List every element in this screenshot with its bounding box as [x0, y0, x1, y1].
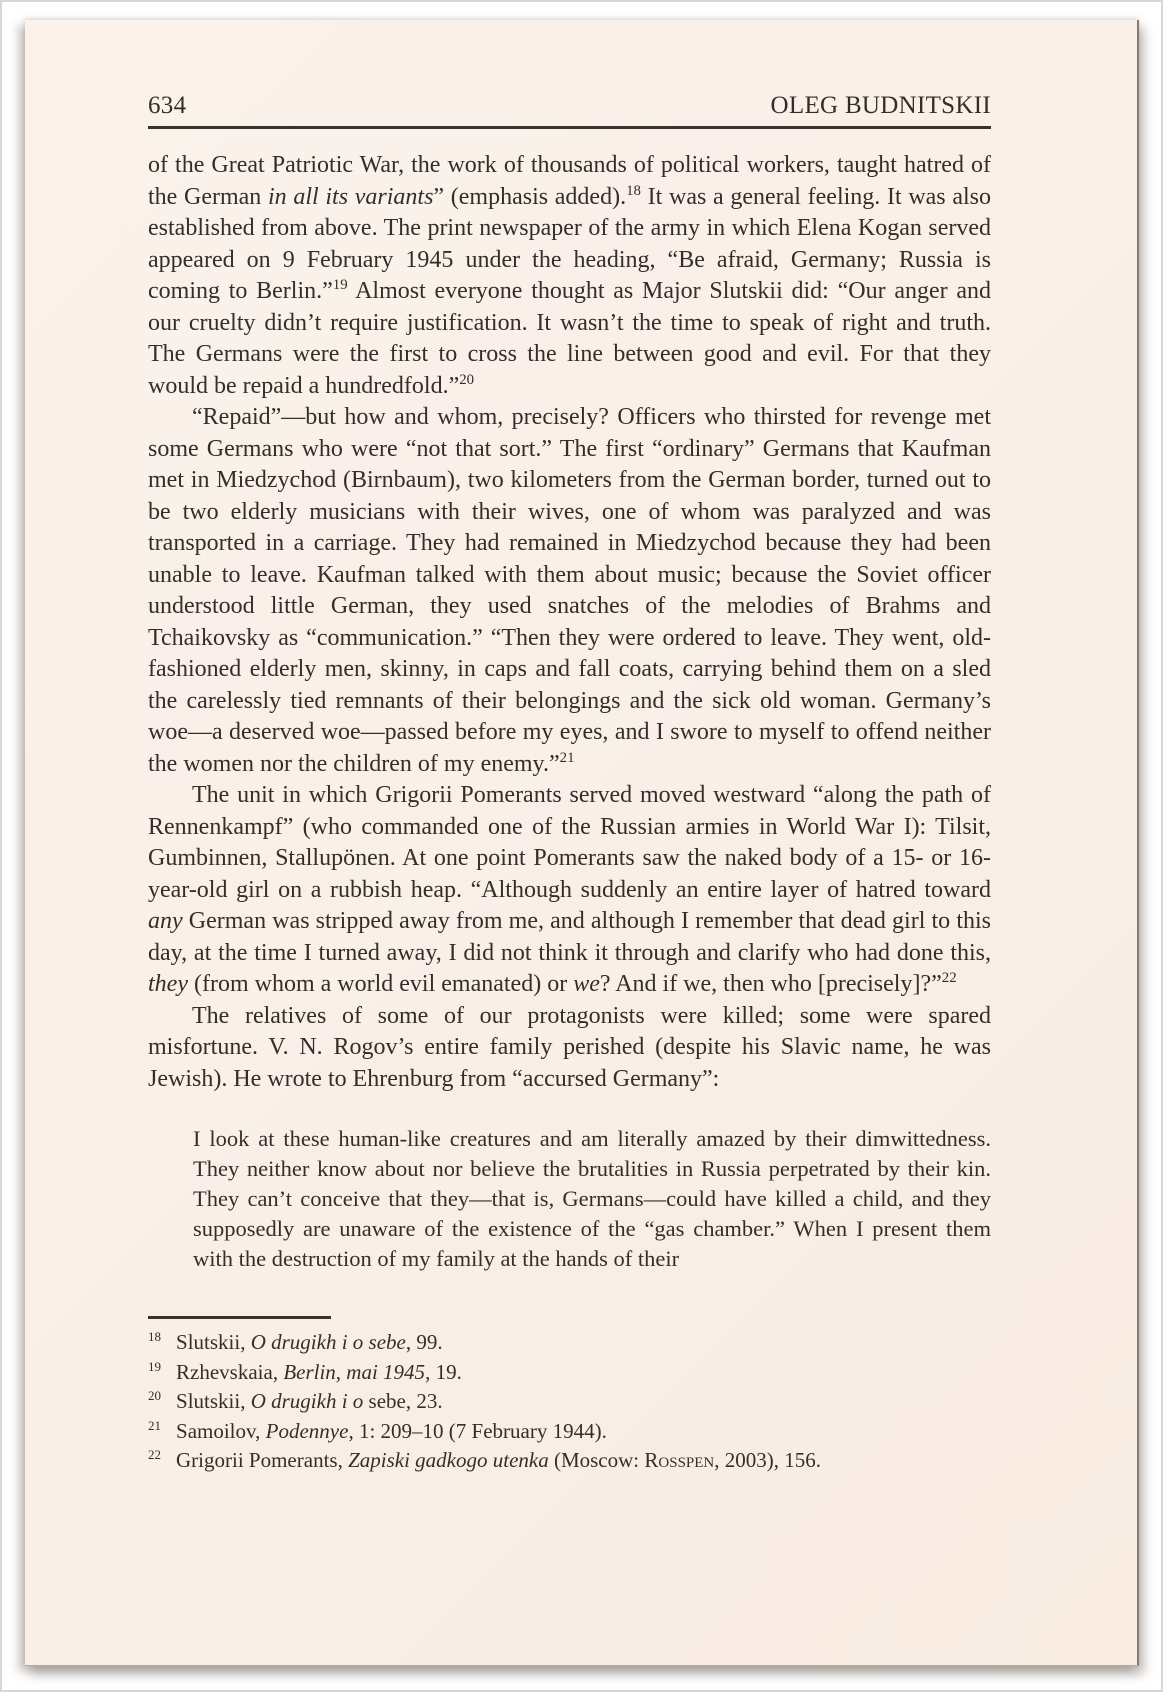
- paragraph-1: of the Great Patriotic War, the work of thousands of political workers, taught hatred of the German in all its variants” (emphasis added).$^{18}$ It was a general feeling. It was also established from above. The print newspaper of the army in which Elena Kogan served appeared on 9 February 1945 under the heading, “Be afraid, Germany; Russia is coming to Berlin.”$^{19}$ Almost everyone thought as Major Slutskii did: “Our anger and our cruelty didn’t require justification. It wasn’t the time to speak of right and truth. The Germans were the first to cross the line between good and evil. For that they would be repaid a hundredfold.”$^{20}$: [148, 152, 992, 399]
- paragraph-2: “Repaid”—but how and whom, precisely? Officers who thirsted for revenge met some Germans who were “not that sort.” The first “ordinary” Germans that Kaufman met in Miedzychod (Birnbaum), two kilometers from the German border, turned out to be two elderly musicians with their wives, one of whom was paralyzed and was transported in a carriage. They had remained in Miedzychod because they had been unable to leave. Kaufman talked with them about music; because the Soviet officer understood little German, they used snatches of the melodies of Brahms and Tchaikovsky as “communication.” “Then they were ordered to leave. They went, old-fashioned elderly men, skinny, in caps and fall coats, carrying behind them on a sled the carelessly tied remnants of their belongings and the sick old woman. Germany’s woe—a deserved woe—passed before my eyes, and I swore to myself to offend neither the women nor the children of my enemy.”$^{21}$: [148, 404, 991, 777]
- scanned-page: [25, 20, 1139, 1666]
- footnote-number: 21: [148, 1417, 162, 1433]
- paragraph-4: The relatives of some of our protagonists were killed; some were spared misfortune. V. N. Rogov’s entire family perished (despite his Slavic name, he was Jewish). He wrote to Ehrenburg from “accursed Germany”:: [148, 1002, 991, 1092]
- footnote-number: 20: [148, 1388, 162, 1403]
- paragraph-3: The unit in which Grigorii Pomerants served moved westward “along the path of Rennenkampf” (who commanded one of the Russian armies in World War I): Tilsit, Gumbinnen, Stallupönen. At one point Pomerants saw the naked body of a 15- or 16-year-old girl on a rubbish heap. “Although suddenly an entire layer of hatred toward any German was stripped away from me, and although I remember that dead girl to this day, at the time I turned away, I did not think it through and clarify who had done this, they (from whom a world evil emanated) or we? And if we, then who [precisely]?”$^{22}$: [148, 782, 991, 997]
- footnote-item: [148, 1387, 991, 1417]
- footnote-item: [148, 1328, 991, 1358]
- footnote-text: Slutskii, O drugikh i o sebe, 99.: [176, 1330, 443, 1354]
- footnote-text: Samoilov, Podennye, 1: 209–10 (7 February 1944).: [176, 1418, 607, 1443]
- block-quote: I look at these human-like creatures and am literally amazed by their dimwittedness. They neither know about nor believe the brutalities in Russia perpetrated by their kin. They can’t conceive that they—that is, Germans—could have killed a child, and they supposedly are unaware of the existence of the “gas chamber.” When I present them with the destruction of my family at the hands of their: [193, 1126, 991, 1271]
- footnote-item: [148, 1417, 991, 1447]
- running-title: OLEG BUDNITSKII: [770, 92, 991, 119]
- footnotes-section: [148, 1328, 991, 1476]
- footnote-text: Slutskii, O drugikh i o sebe, 23.: [176, 1389, 443, 1413]
- footnote-number: 19: [148, 1358, 162, 1374]
- text-block: [148, 92, 991, 1476]
- footnote-text: Grigorii Pomerants, Zapiski gadkogo utenka (Moscow: Rosspen, 2003), 156.: [176, 1448, 822, 1472]
- footnote-number: 22: [148, 1447, 162, 1462]
- footnote-text: Rzhevskaia, Berlin, mai 1945, 19.: [176, 1359, 462, 1384]
- page-header: [148, 92, 991, 129]
- footnote-item: [148, 1358, 991, 1388]
- body-text: [148, 150, 991, 1274]
- page-number: 634: [148, 92, 187, 119]
- footnote-item: [148, 1446, 991, 1476]
- footnote-separator: [148, 1316, 331, 1319]
- footnote-number: 18: [148, 1329, 162, 1344]
